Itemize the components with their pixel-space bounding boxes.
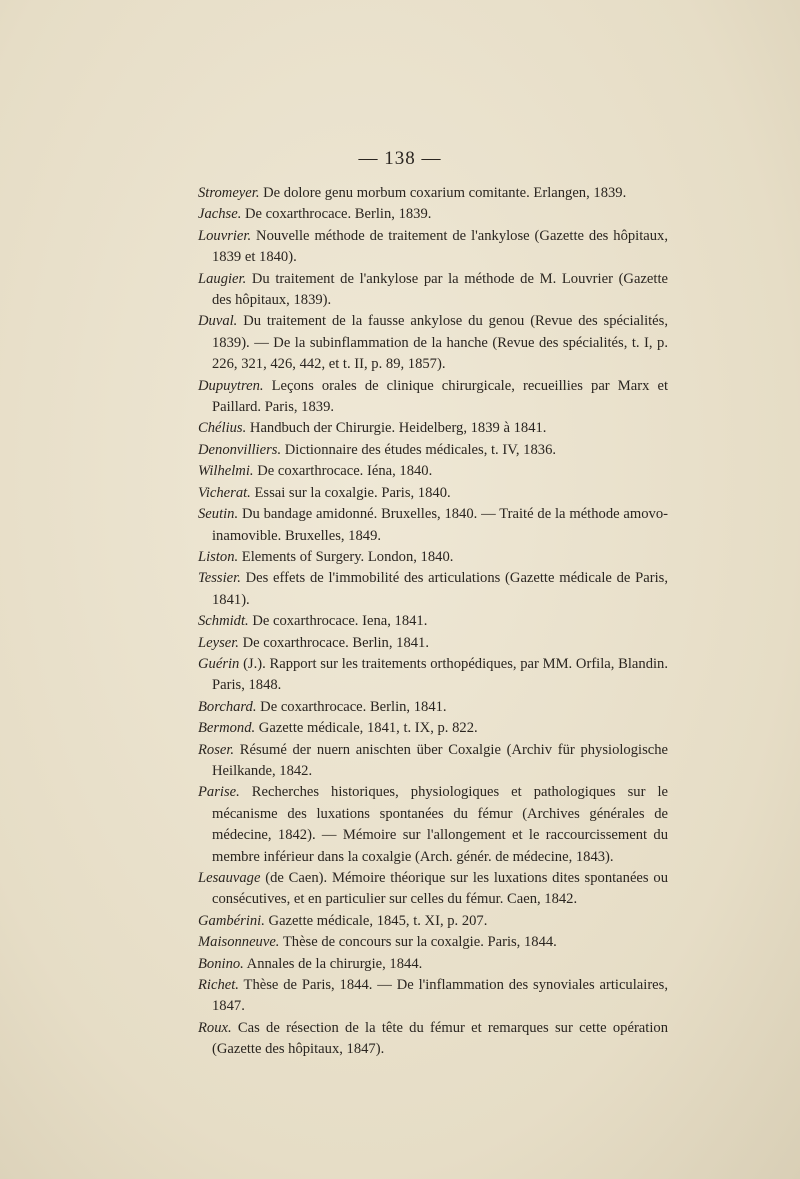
entry-text: Thèse de Paris, 1844. — De l'inflammation des synoviales articulaires, 1847.	[212, 977, 668, 1015]
entry-author: Denonvilliers.	[198, 441, 282, 458]
bibliography-entry	[198, 782, 668, 868]
bibliography-entry	[198, 1018, 668, 1061]
bibliography-entry	[198, 633, 668, 654]
entry-text: Elements of Surgery. London, 1840.	[238, 548, 454, 565]
entry-author: Vicherat.	[198, 484, 251, 501]
entry-text: (de Caen). Mémoire théorique sur les luxations dites spontanées ou consécutives, et en particulier sur celles du fémur. Caen, 1842.	[212, 870, 668, 908]
entry-text: De coxarthrocace. Iéna, 1840.	[253, 463, 433, 480]
bibliography-list	[198, 183, 668, 1061]
entry-author: Schmidt.	[198, 613, 249, 630]
entry-author: Bonino.	[198, 955, 244, 972]
entry-text: Essai sur la coxalgie. Paris, 1840.	[250, 484, 451, 501]
entry-author: Roux.	[198, 1019, 232, 1036]
entry-author: Liston.	[198, 548, 239, 565]
entry-author: Chélius.	[198, 420, 247, 437]
entry-text: Du traitement de l'ankylose par la méthode de M. Louvrier (Gazette des hôpitaux, 1839).	[212, 270, 668, 309]
entry-text: Leçons orales de clinique chirurgicale, recueillies par Marx et Paillard. Paris, 1839.	[212, 377, 668, 416]
bibliography-entry	[198, 547, 668, 568]
bibliography-entry	[198, 954, 668, 975]
entry-text: De coxarthrocace. Berlin, 1841.	[256, 698, 447, 715]
entry-author: Laugier.	[198, 270, 247, 287]
bibliography-entry	[198, 740, 668, 783]
bibliography-entry	[198, 504, 668, 547]
entry-text: Résumé der nuern anischten über Coxalgie (Archiv für physiologische Heilkande, 1842.	[212, 741, 668, 779]
entry-author: Duval.	[198, 313, 238, 330]
bibliography-entry	[198, 440, 668, 461]
entry-text: Des effets de l'immobilité des articulations (Gazette médicale de Paris, 1841).	[212, 570, 668, 608]
bibliography-entry	[198, 461, 668, 482]
bibliography-entry	[198, 418, 668, 439]
entry-text: De coxarthrocace. Berlin, 1839.	[241, 206, 432, 223]
bibliography-entry	[198, 226, 668, 269]
bibliography-entry	[198, 483, 668, 504]
entry-author: Tessier.	[198, 570, 241, 587]
entry-text: Annales de la chirurgie, 1844.	[243, 955, 423, 972]
bibliography-entry	[198, 975, 668, 1018]
bibliography-entry	[198, 611, 668, 632]
entry-author: Leyser.	[198, 634, 239, 651]
bibliography-entry	[198, 204, 668, 225]
bibliography-entry	[198, 932, 668, 953]
entry-author: Wilhelmi.	[198, 463, 254, 480]
entry-author: Parise.	[198, 784, 240, 801]
entry-author: Richet.	[198, 977, 239, 994]
bibliography-entry	[198, 568, 668, 611]
page-number: — 138 —	[358, 148, 442, 169]
bibliography-entry	[198, 376, 668, 419]
entry-author: Roser.	[198, 741, 235, 758]
entry-author: Bermond.	[198, 720, 256, 737]
bibliography-entry	[198, 911, 668, 932]
entry-text: Recherches historiques, physiologiques et pathologiques sur le mécanisme des luxations spontanées du fémur (Archives générales de médecine, 1842). — Mémoire sur l'allongement et le raccourcissement du membre inférieur dans la coxalgie (Arch. génér. de médecine, 1843).	[212, 784, 668, 865]
entry-author: Seutin.	[198, 506, 239, 523]
bibliography-entry	[198, 654, 668, 697]
entry-text: Cas de résection de la tête du fémur et remarques sur cette opération (Gazette des hôpitaux, 1847).	[212, 1019, 668, 1058]
entry-author: Maisonneuve.	[198, 934, 280, 951]
entry-text: De dolore genu morbum coxarium comitante. Erlangen, 1839.	[259, 185, 627, 201]
entry-text: Thèse de concours sur la coxalgie. Paris, 1844.	[279, 934, 557, 951]
entry-text: Gazette médicale, 1841, t. IX, p. 822.	[255, 720, 478, 737]
bibliography-entry	[198, 697, 668, 718]
entry-author: Louvrier.	[198, 227, 252, 244]
entry-author: Jachse.	[198, 206, 242, 223]
bibliography-entry	[198, 183, 668, 204]
entry-text: De coxarthrocace. Berlin, 1841.	[238, 634, 429, 651]
entry-author: Stromeyer.	[198, 185, 260, 201]
entry-author: Borchard.	[198, 698, 257, 715]
entry-author: Gambérini.	[198, 912, 265, 929]
bibliography-entry	[198, 718, 668, 739]
entry-author: Lesauvage	[198, 870, 261, 886]
entry-text: Gazette médicale, 1845, t. XI, p. 207.	[264, 912, 488, 929]
bibliography-entry	[198, 311, 668, 375]
entry-text: Nouvelle méthode de traitement de l'ankylose (Gazette des hôpitaux, 1839 et 1840).	[212, 227, 668, 266]
entry-text: (J.). Rapport sur les traitements orthopédiques, par MM. Orfila, Blandin. Paris, 1848.	[212, 655, 668, 694]
bibliography-entry	[198, 269, 668, 312]
bibliography-entry	[198, 868, 668, 911]
entry-text: De coxarthrocace. Iena, 1841.	[248, 613, 428, 630]
entry-text: Dictionnaire des études médicales, t. IV, 1836.	[281, 441, 557, 458]
entry-text: Handbuch der Chirurgie. Heidelberg, 1839 à 1841.	[246, 420, 547, 437]
entry-author: Guérin	[198, 655, 240, 672]
entry-text: Du bandage amidonné. Bruxelles, 1840. — Traité de la méthode amovo-inamovible. Bruxelles, 1849.	[212, 506, 668, 544]
entry-author: Dupuytren.	[198, 377, 264, 394]
entry-text: Du traitement de la fausse ankylose du genou (Revue des spécialités, 1839). — De la subinflammation de la hanche (Revue des spécialités, t. I, p. 226, 321, 426, 442, et t. II, p. 89, 1857).	[212, 313, 668, 373]
